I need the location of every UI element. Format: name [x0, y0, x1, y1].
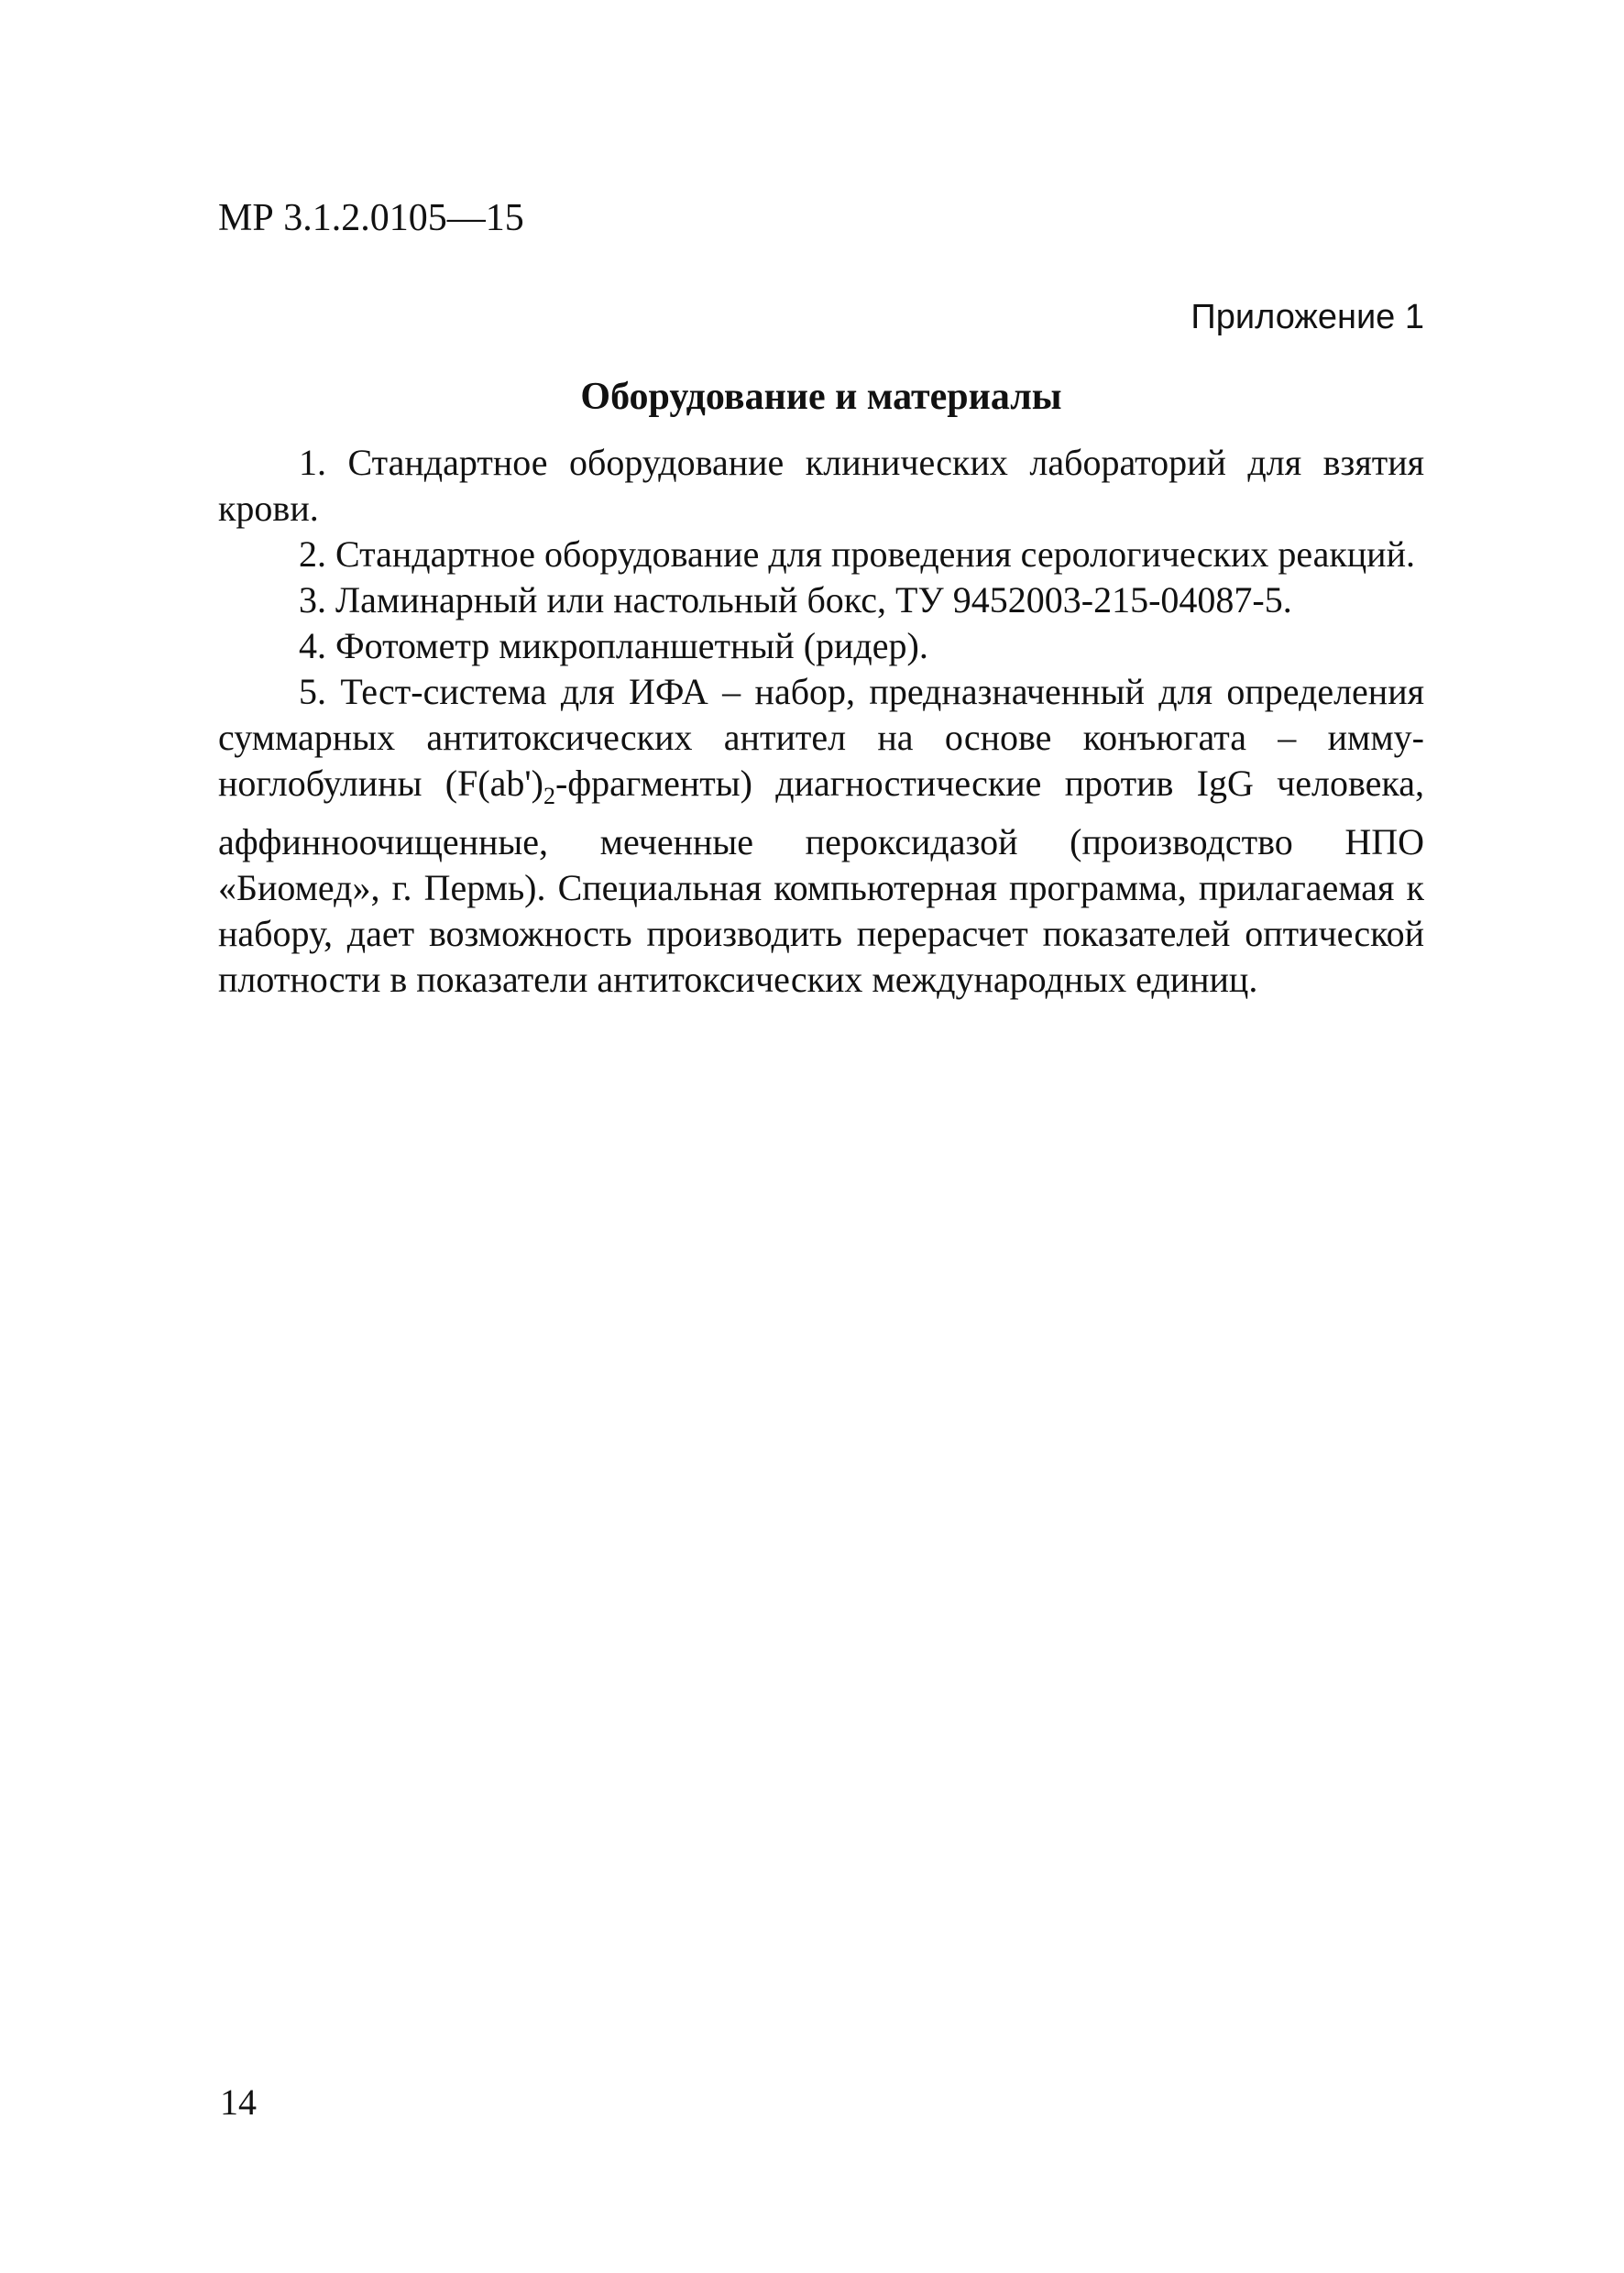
section-body — [218, 440, 1424, 1003]
subscript: 2 — [543, 783, 555, 809]
list-item — [218, 669, 1424, 1003]
section-title: Оборудование и материалы — [580, 376, 1062, 418]
page-number: 14 — [220, 2081, 257, 2123]
appendix-label: Приложение 1 — [1191, 298, 1424, 336]
list-item-text: 5. Тест-система для ИФА – набор, предназначенный для определения суммарных антитоксических антител на основе конъюгата – иммуноглобулины (F(ab') — [218, 671, 1424, 804]
list-item: 4. Фотометр микропланшетный (ридер). — [299, 625, 928, 666]
list-item: 3. Ламинарный или настольный бокс, ТУ 9452003-215-04087-5. — [299, 579, 1292, 620]
document-code: МР 3.1.2.0105—15 — [218, 197, 524, 239]
list-item: 1. Стандартное оборудование клинических лабораторий для взятия крови. — [218, 442, 1424, 529]
list-item-text: -фрагменты) диагностические против IgG человека, аффинноочищенные, меченные пероксидазой (производство НПО «Биомед», г. Пермь). Специальная компьютерная программа, прилагаемая к набору, дает возможность производить перерасчет показателей оптической плотности в показатели антитоксических международных единиц. — [218, 763, 1424, 1000]
list-item: 2. Стандартное оборудование для проведения серологических реакций. — [299, 533, 1415, 575]
